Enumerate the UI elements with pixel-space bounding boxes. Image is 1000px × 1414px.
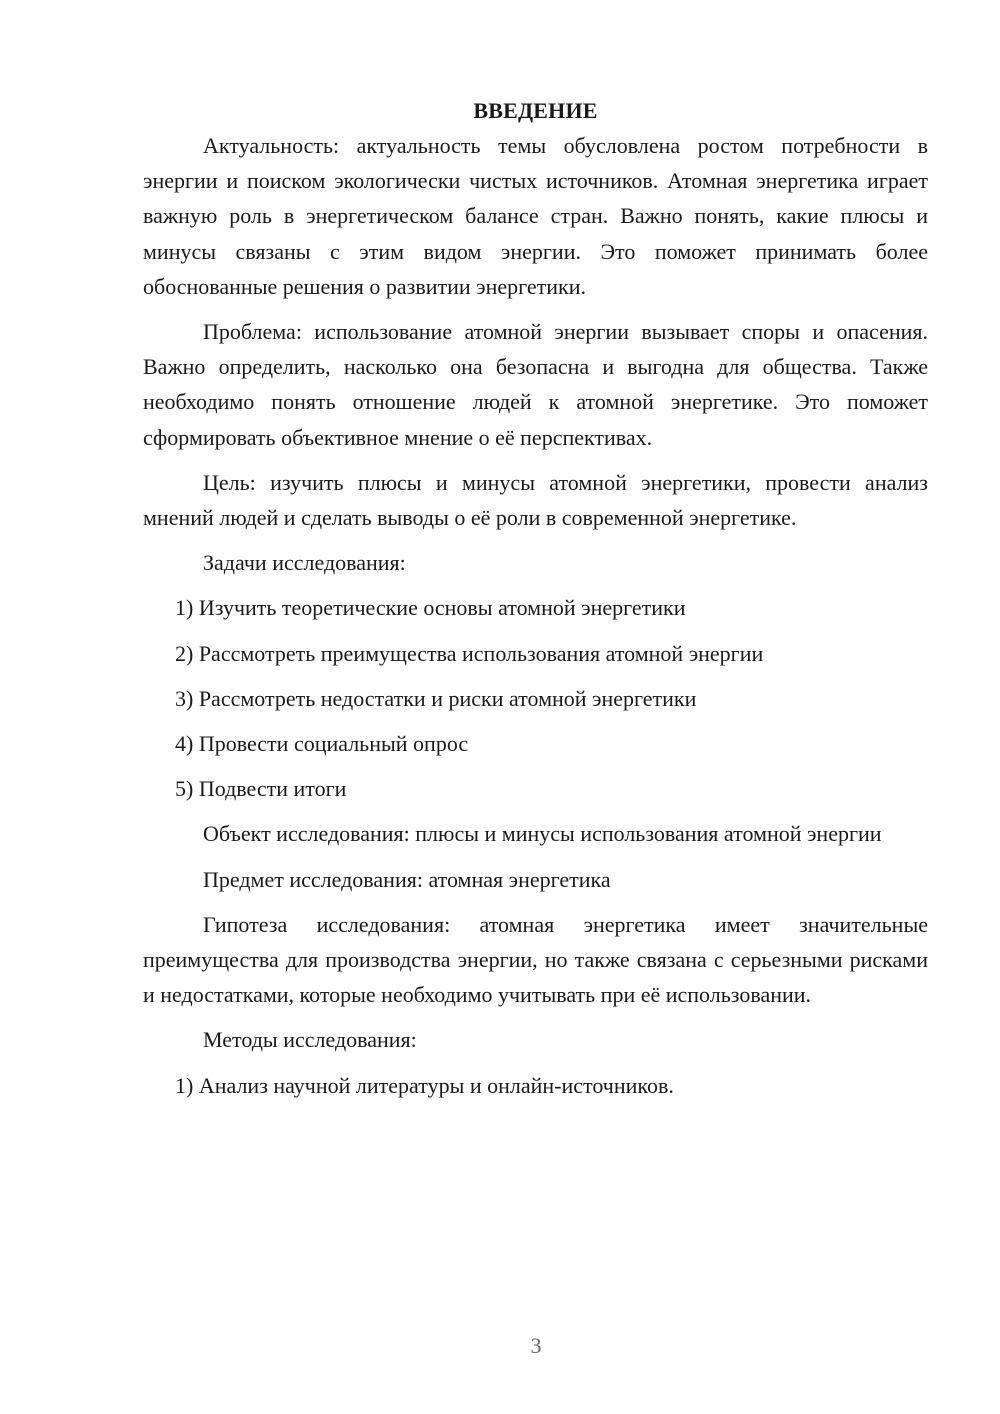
page-number: 3 [530,1333,542,1358]
task-item-3: 3) Рассмотреть недостатки и риски атомной энергетики [175,685,697,711]
task-item-5: 5) Подвести итоги [175,776,347,802]
method-item-1: 1) Анализ научной литературы и онлайн-источников. [175,1072,674,1098]
task-item-1: 1) Изучить теоретические основы атомной энергетики [175,595,686,621]
paragraph-problem: Проблема: использование атомной энергии вызывает споры и опасения. Важно определить, насколько она безопасна и выгодна для общества. Также необходимо понять отношение людей к атомной энергетике. Это поможет сформировать объективное мнение о её перспективах. [143,319,928,450]
paragraph-hypothesis: Гипотеза исследования: атомная энергетика имеет значительные преимущества для производства энергии, но также связана с серьезными рисками и недостатками, которые необходимо учитывать при её использовании. [143,911,928,1008]
section-heading: ВВЕДЕНИЕ [473,98,598,123]
task-item-2: 2) Рассмотреть преимущества использования атомной энергии [175,640,764,666]
paragraph-goal: Цель: изучить плюсы и минусы атомной энергетики, провести анализ мнений людей и сделать выводы о её роли в современной энергетике. [143,469,928,531]
tasks-title: Задачи исследования: [203,550,406,576]
paragraph-relevance: Актуальность: актуальность темы обусловлена ростом потребности в энергии и поиском экологически чистых источников. Атомная энергетика играет важную роль в энергетическом балансе стран. Важно понять, какие плюсы и минусы связаны с этим видом энергии. Это поможет принимать более обоснованные решения о развитии энергетики. [143,133,928,299]
document-page [143,93,928,1113]
paragraph-subject: Предмет исследования: атомная энергетика [203,866,611,892]
paragraph-object: Объект исследования: плюсы и минусы использования атомной энергии [203,821,882,847]
methods-title: Методы исследования: [203,1027,417,1053]
task-item-4: 4) Провести социальный опрос [175,731,469,757]
